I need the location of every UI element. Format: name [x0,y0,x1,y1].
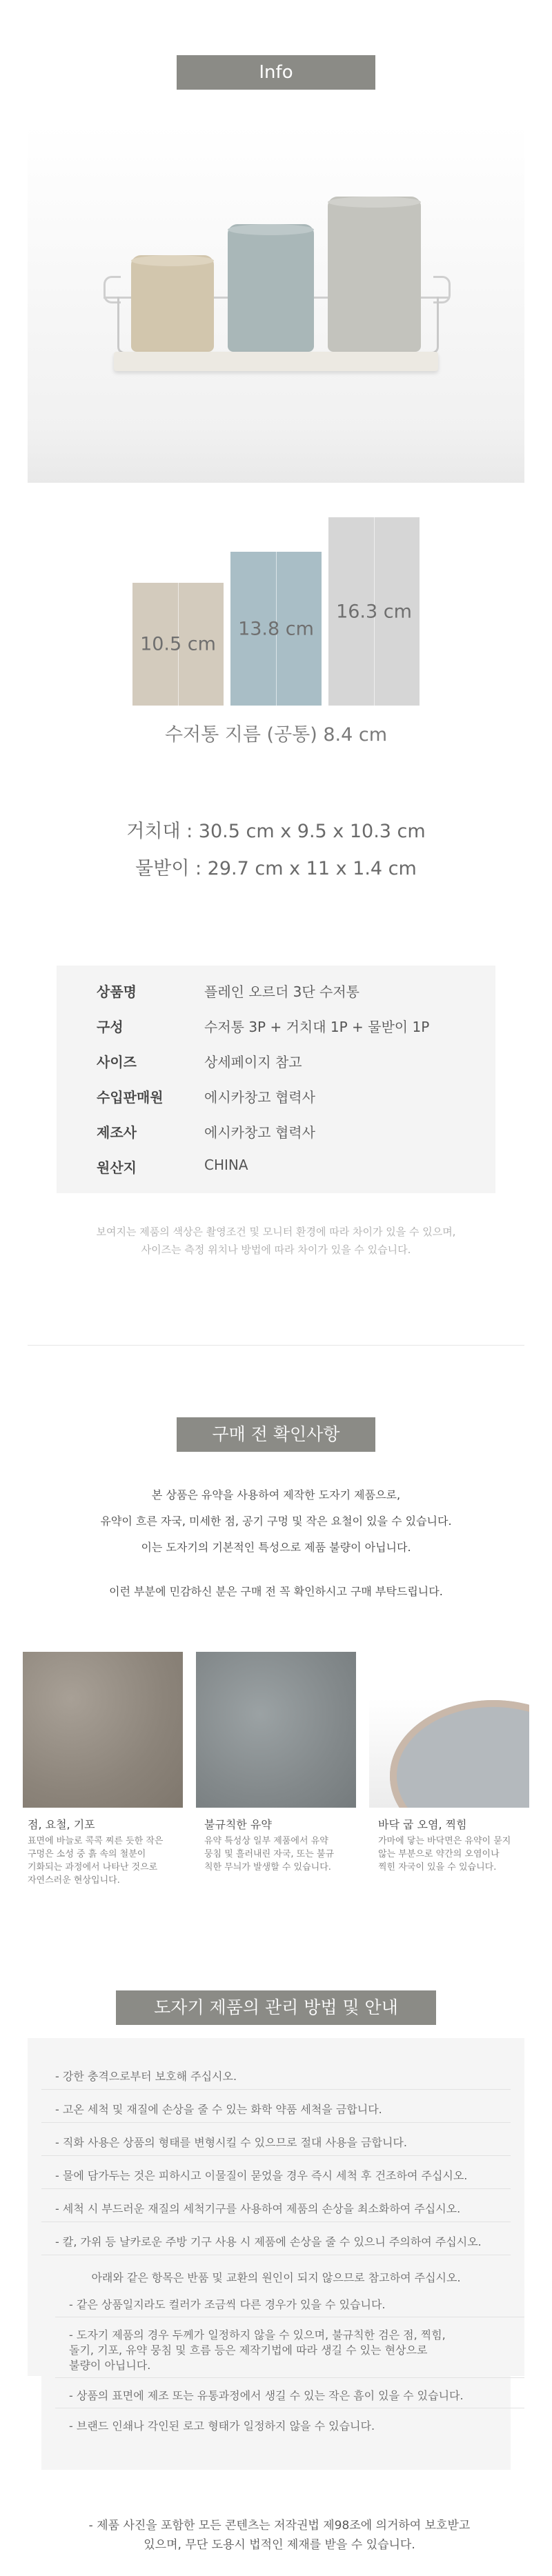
spec-key: 원산지 [97,1159,137,1176]
care-sub-line: 돌기, 기포, 유약 뭉침 및 흐름 등은 제작기법에 따라 생길 수 있는 현상으로 [69,2344,428,2357]
diameter-caption: 수저통 지름 (공통) 8.4 cm [164,724,388,746]
size-label: 16.3 cm [336,601,412,622]
spec-value: 플레인 오르더 3단 수저통 [204,984,359,1000]
care-mid-notice: 아래와 같은 항목은 반품 및 교환의 원인이 되지 않으므로 참고하여 주십시오. [91,2271,461,2284]
thumb-desc: 가마에 닿는 바닥면은 유약이 묻지 않는 부분으로 약간의 오염이나 찍힌 자국이 있을 수 있습니다. [378,1836,511,1873]
pre-purchase-line: 유약이 흐른 자국, 미세한 점, 공기 구멍 및 작은 요철이 있을 수 있습니다. [100,1515,452,1528]
thumb-foot [369,1652,529,1808]
size-bar-small [132,583,224,706]
spec-note-line: 보여지는 제품의 색상은 촬영조건 및 모니터 환경에 따라 차이가 있을 수 있으며, [96,1226,456,1238]
care-sub-line: - 같은 상품일지라도 컬러가 조금씩 다른 경우가 있을 수 있습니다. [69,2298,386,2311]
spec-row [57,1121,495,1152]
care-sub-line: 불량이 아닙니다. [69,2359,151,2372]
care-separator [55,2377,524,2378]
spec-row [57,1016,495,1046]
pre-purchase-badge: 구매 전 확인사항 [177,1417,375,1452]
care-line: - 직화 사용은 상품의 형태를 변형시킬 수 있으므로 절대 사용을 금합니다. [55,2136,407,2149]
care-separator [41,2155,511,2156]
care-line: - 고온 세척 및 재질에 손상을 줄 수 있는 화학 약품 세척을 금합니다. [55,2103,382,2116]
care-line: - 칼, 가위 등 날카로운 주방 기구 사용 시 제품에 손상을 줄 수 있으니 주의하여 주십시오. [55,2235,482,2248]
spec-key: 수입판매원 [97,1089,164,1106]
spec-row [57,1051,495,1081]
care-badge: 도자기 제품의 관리 방법 및 안내 [116,1990,436,2025]
care-sub-line: - 상품의 표면에 제조 또는 유통과정에서 생길 수 있는 작은 흠이 있을 수 있습니다. [69,2389,464,2402]
spec-table [57,966,495,1193]
care-separator [41,2089,511,2090]
care-line: - 강한 충격으로부터 보호해 주십시오. [55,2070,237,2083]
spec-note-line: 사이즈는 측정 위치나 방법에 따라 차이가 있을 수 있습니다. [141,1244,411,1256]
size-bar-large [328,517,420,706]
spec-value: 수저통 3P + 거치대 1P + 물받이 1P [204,1019,430,1035]
care-separator [41,2122,511,2123]
spec-value: 에시카창고 협력사 [204,1089,315,1106]
thumb-title: 불규칙한 유약 [204,1818,272,1831]
spec-value: 상세페이지 참고 [204,1054,302,1070]
care-line: - 물에 담가두는 것은 피하시고 이물질이 묻었을 경우 즉시 세척 후 건조하여 주십시오. [55,2169,468,2182]
thumb-glaze [196,1652,356,1808]
size-label: 13.8 cm [238,618,314,639]
care-sub-box [41,2290,511,2470]
info-badge: Info [177,55,375,90]
care-separator [41,2188,511,2189]
thumb-pinholes [23,1652,183,1808]
tray-dimensions: 물받이 : 29.7 cm x 11 x 1.4 cm [135,858,417,879]
care-sub-line: - 도자기 제품의 경우 두께가 일정하지 않을 수 있으며, 불규칙한 검은 점, 찍힘, [69,2328,446,2342]
size-label: 10.5 cm [140,633,216,655]
thumb-title: 점, 요철, 기포 [28,1818,95,1831]
spec-key: 제조사 [97,1124,137,1141]
thumb-desc: 표면에 바늘로 콕콕 찌른 듯한 작은 구멍은 소성 중 흙 속의 철분이 기화되는 과정에서 나타난 것으로 자연스러운 현상입니다. [28,1836,164,1886]
spec-value: 에시카창고 협력사 [204,1124,315,1141]
spec-row [57,981,495,1011]
spec-key: 상품명 [97,984,137,1000]
pre-purchase-line: 이는 도자기의 기본적인 특성으로 제품 불량이 아닙니다. [141,1541,411,1554]
size-bar-medium [230,552,322,706]
spec-row [57,1086,495,1117]
care-line: - 세척 시 부드러운 재질의 세척기구를 사용하여 제품의 손상을 최소화하여 주십시오. [55,2202,461,2215]
pre-purchase-notice: 이런 부분에 민감하신 분은 구매 전 꼭 확인하시고 구매 부탁드립니다. [109,1585,443,1598]
pre-purchase-line: 본 상품은 유약을 사용하여 제작한 도자기 제품으로, [151,1488,401,1501]
spec-row [57,1157,495,1187]
spec-value: CHINA [204,1157,248,1173]
thumb-desc: 유약 특성상 일부 제품에서 유약 뭉침 및 흘러내린 자국, 또는 불규 칙한 무늬가 발생할 수 있습니다. [204,1836,335,1873]
copyright-notice: - 제품 사진을 포함한 모든 콘텐츠는 저작권법 제98조에 의거하여 보호받고 있으며, 무단 도용시 법적인 제재를 받을 수 있습니다. [88,2519,471,2552]
thumb-title: 바닥 굽 오염, 찍힘 [378,1818,467,1831]
spec-key: 구성 [97,1019,124,1035]
drip-tray [114,352,438,371]
spec-key: 사이즈 [97,1054,137,1070]
care-sub-line: - 브랜드 인쇄나 각인된 로고 형태가 일정하지 않을 수 있습니다. [69,2419,375,2433]
rack-frame [117,297,439,354]
stand-dimensions: 거치대 : 30.5 cm x 9.5 x 10.3 cm [126,821,426,842]
section-divider [28,1345,524,1346]
care-separator [41,2221,511,2222]
